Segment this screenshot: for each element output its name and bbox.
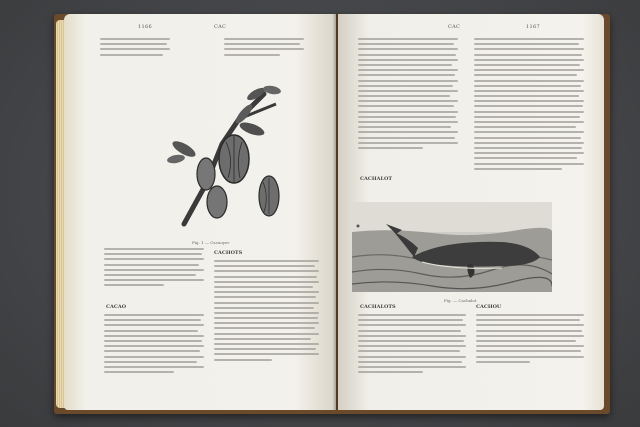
right-column-1 (358, 314, 466, 373)
left-page (64, 14, 336, 410)
left-col2-heading: CACHOTS (214, 250, 243, 256)
right-top-column-1 (358, 38, 458, 149)
left-column-1b (104, 314, 204, 373)
left-page-number: 1166 (138, 24, 152, 30)
whale-caption: Fig. — Cachalot (444, 298, 477, 303)
left-column-1 (104, 248, 204, 286)
right-entry-heading-left: CACHALOTS (360, 304, 396, 310)
right-column-2 (476, 314, 584, 363)
cacao-illustration (144, 74, 294, 239)
cachalot-heading: CACHALOT (360, 176, 393, 182)
right-top-column-2 (474, 38, 584, 170)
cacao-caption: Fig. 1 — Cacaoyer (192, 240, 230, 245)
right-running-head: CAC (448, 24, 461, 30)
left-column-2 (214, 260, 319, 361)
right-page-number: 1167 (526, 24, 540, 30)
left-entry-heading: CACAO (106, 304, 127, 310)
whale-illustration (352, 202, 552, 292)
left-top-column-2 (224, 38, 304, 56)
left-running-head: CAC (214, 24, 227, 30)
left-top-column-1 (100, 38, 170, 56)
right-page (338, 14, 604, 410)
right-entry-heading-right: CACHOU (476, 304, 502, 310)
